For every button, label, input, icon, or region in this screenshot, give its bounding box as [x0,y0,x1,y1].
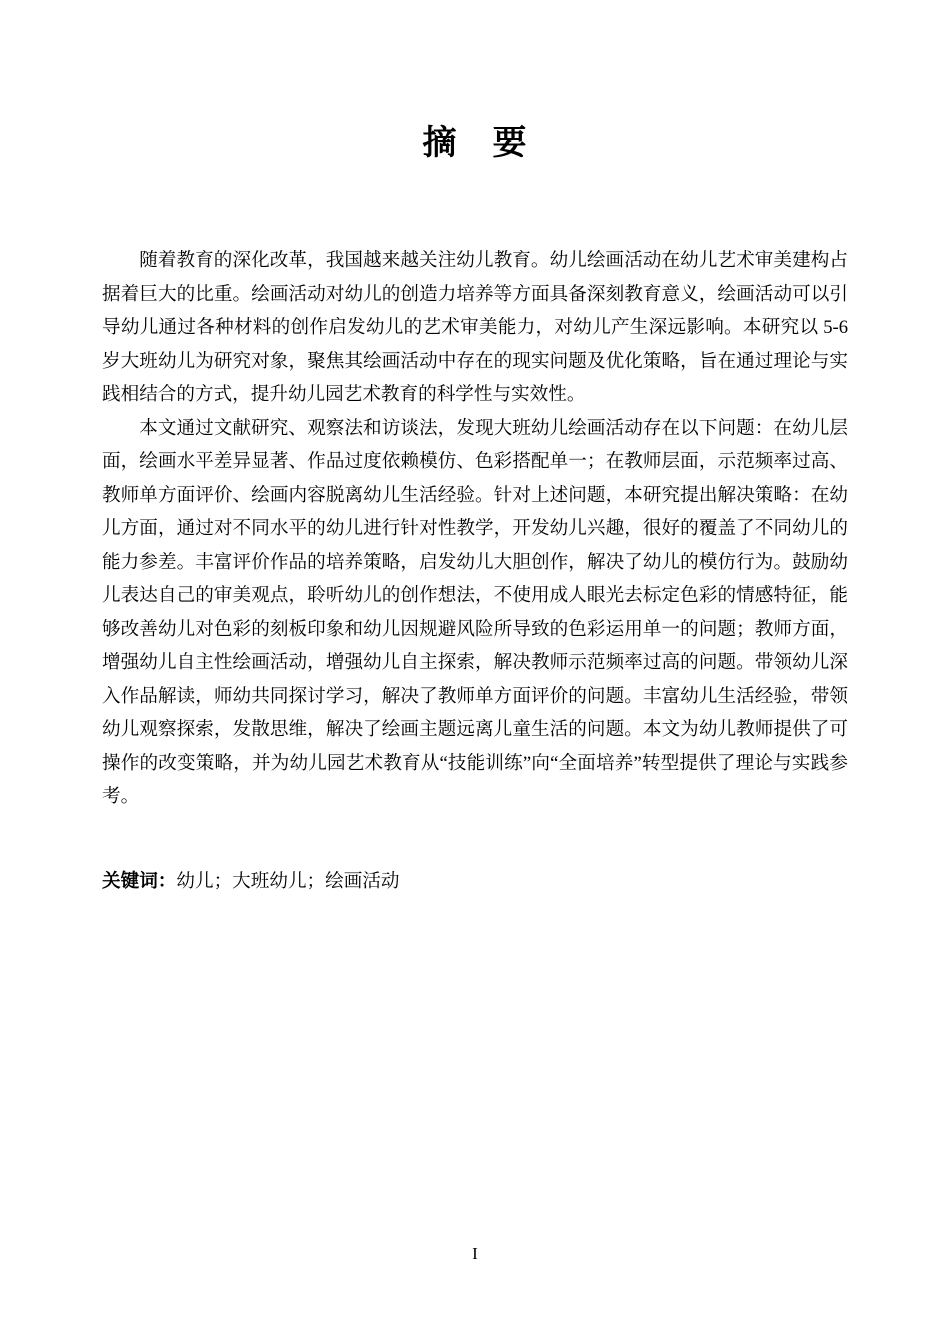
abstract-paragraph: 本文通过文献研究、观察法和访谈法，发现大班幼儿绘画活动存在以下问题：在幼儿层面，绘画水平差异显著、作品过度依赖模仿、色彩搭配单一；在教师层面，示范频率过高、教师单方面评价、绘画内容脱离幼儿生活经验。针对上述问题，本研究提出解决策略：在幼儿方面，通过对不同水平的幼儿进行针对性教学，开发幼儿兴趣，很好的覆盖了不同幼儿的能力参差。丰富评价作品的培养策略，启发幼儿大胆创作，解决了幼儿的模仿行为。鼓励幼儿表达自己的审美观点，聆听幼儿的创作想法，不使用成人眼光去标定色彩的情感特征，能够改善幼儿对色彩的刻板印象和幼儿因规避风险所导致的色彩运用单一的问题；教师方面，增强幼儿自主性绘画活动，增强幼儿自主探索，解决教师示范频率过高的问题。带领幼儿深入作品解读，师幼共同探讨学习，解决了教师单方面评价的问题。丰富幼儿生活经验，带领幼儿观察探索，发散思维，解决了绘画主题远离儿童生活的问题。本文为幼儿教师提供了可操作的改变策略，并为幼儿园艺术教育从“技能训练”向“全面培养”转型提供了理论与实践参考。 [102,417,848,807]
page-title: 摘 要 [422,124,528,162]
abstract-body [102,244,848,814]
abstract-paragraph: 随着教育的深化改革，我国越来越关注幼儿教育。幼儿绘画活动在幼儿艺术审美建构占据着巨大的比重。绘画活动对幼儿的创造力培养等方面具备深刻教育意义，绘画活动可以引导幼儿通过各种材料的创作启发幼儿的艺术审美能力，对幼儿产生深远影响。本研究以 5-6 岁大班幼儿为研究对象，聚焦其绘画活动中存在的现实问题及优化策略，旨在通过理论与实践相结合的方式，提升幼儿园艺术教育的科学性与实效性。 [102,250,848,405]
keywords-line [102,864,848,899]
keywords-value: 幼儿；大班幼儿；绘画活动 [176,870,400,892]
keywords-label: 关键词： [102,869,177,891]
page-number: I [472,1244,478,1263]
